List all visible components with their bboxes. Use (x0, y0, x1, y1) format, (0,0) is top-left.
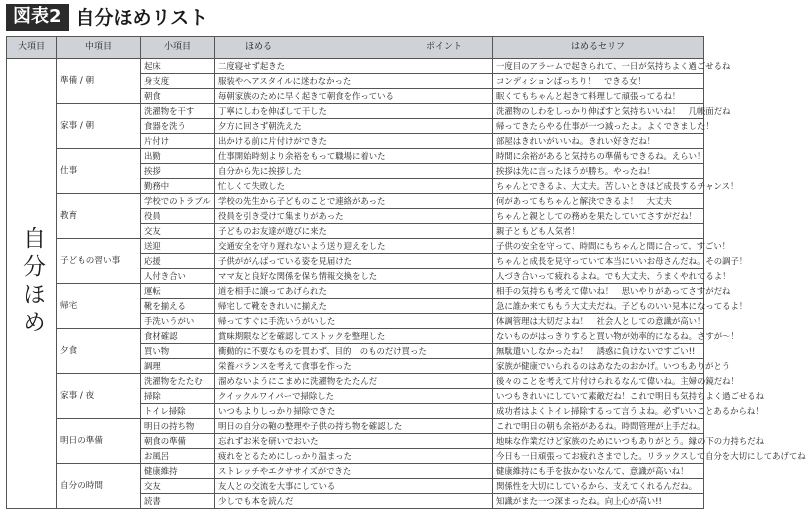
minor-item-cell: 出勤 (141, 149, 215, 164)
phrase-cell: 健康維持にも手を抜かないなんて、意識が高いね！ (493, 464, 704, 479)
phrase-cell: 何があってもちゃんと解決できるよ！ 大丈夫 (493, 194, 704, 209)
minor-item-cell: 交友 (141, 224, 215, 239)
phrase-cell: 家族が健康でいられるのはあなたのおかげ。いつもありがとう (493, 359, 704, 374)
point-cell: 夕方に回さず朝洗えた (215, 119, 493, 134)
minor-item-cell: 学校でのトラブル (141, 194, 215, 209)
minor-item-cell: 朝食の準備 (141, 434, 215, 449)
middle-category-cell: 教育 (57, 194, 141, 239)
point-cell: 忙しくて失敗した (215, 179, 493, 194)
phrase-cell: 親子ともども人気者！ (493, 224, 704, 239)
phrase-cell: 今日も一日頑張ってお疲れさまでした。リラックスして自分を大切にしてあげてね (493, 449, 704, 464)
middle-category-cell: 帰宅 (57, 284, 141, 329)
table-header-row (7, 37, 704, 59)
point-cell: 学校の先生から子どものことで連絡があった (215, 194, 493, 209)
minor-item-cell: 読書 (141, 494, 215, 509)
minor-item-cell: 役員 (141, 209, 215, 224)
phrase-cell: 眠くてもちゃんと起きて料理して頑張ってるね！ (493, 89, 704, 104)
point-cell: ストレッチやエクササイズができた (215, 464, 493, 479)
point-cell: 自分から先に挨拶した (215, 164, 493, 179)
middle-category-cell: 家事 / 夜 (57, 374, 141, 419)
phrase-cell: 子供の安全を守って、時間にもちゃんと間に合って、すごい！ (493, 239, 704, 254)
header-phrase: はめるセリフ (493, 37, 704, 59)
point-cell: 子どものお友達が遊びに来た (215, 224, 493, 239)
phrase-cell: 時間に余裕があると気持ちの準備もできるね。えらい！ (493, 149, 704, 164)
point-cell: 丁寧にしわを伸ばして干した (215, 104, 493, 119)
header-minor: 小項目 (141, 37, 215, 59)
table-row (7, 239, 704, 254)
point-cell: 疲れをとるためにしっかり温まった (215, 449, 493, 464)
phrase-cell: 成功者はよくトイレ掃除するって言うよね。必ずいいことあるからね！ (493, 404, 704, 419)
middle-category-cell: 夕食 (57, 329, 141, 374)
minor-item-cell: 片付け (141, 134, 215, 149)
minor-item-cell: 朝食 (141, 89, 215, 104)
point-cell: 少しでも本を読んだ (215, 494, 493, 509)
phrase-cell: 一度目のアラームで起きられて、一日が気持ちよく過ごせるね (493, 59, 704, 74)
phrase-cell: いつもきれいにしていて素敵だね！これで明日も気持ちよく過ごせるね (493, 389, 704, 404)
point-cell: ママ友と良好な関係を保ち情報交換をした (215, 269, 493, 284)
point-cell: 服装やヘアスタイルに迷わなかった (215, 74, 493, 89)
minor-item-cell: 身支度 (141, 74, 215, 89)
middle-category-cell: 明日の準備 (57, 419, 141, 464)
phrase-cell: 部屋はきれいがいいね。きれい好きだね！ (493, 134, 704, 149)
point-cell: 衝動的に不要なものを買わず、目的 のものだけ買った (215, 344, 493, 359)
phrase-cell: 洗濯物のしわをしっかり伸ばすと気持ちいいね！ 几帳面だね (493, 104, 704, 119)
minor-item-cell: 交友 (141, 479, 215, 494)
phrase-cell: 無駄遣いしなかったね！ 誘惑に負けないですごい!! (493, 344, 704, 359)
point-cell: 帰宅して靴をきれいに揃えた (215, 299, 493, 314)
point-cell: 役員を引き受けて集まりがあった (215, 209, 493, 224)
header-point-right: ポイント (425, 42, 462, 53)
table-body (7, 59, 806, 509)
point-cell: クイックルワイパーで掃除した (215, 389, 493, 404)
phrase-cell: ちゃんと成長を見守っていて本当にいいお母さんだね。その調子！ (493, 254, 704, 269)
minor-item-cell: トイレ掃除 (141, 404, 215, 419)
phrase-cell: 知識がまた一つ深まったね。向上心が高い!! (493, 494, 704, 509)
minor-item-cell: 人付き合い (141, 269, 215, 284)
table-row (7, 419, 704, 434)
minor-item-cell: 起床 (141, 59, 215, 74)
minor-item-cell: 買い物 (141, 344, 215, 359)
minor-item-cell: 食器を洗う (141, 119, 215, 134)
point-cell: 道を相手に譲ってあげられた (215, 284, 493, 299)
minor-item-cell: 明日の持ち物 (141, 419, 215, 434)
phrase-cell: これで明日の朝も余裕があるね。時間管理が上手だね。 (493, 419, 704, 434)
phrase-cell: 相手の気持ちも考えて偉いね！ 思いやりがあってさすがだね (493, 284, 704, 299)
minor-item-cell: 掃除 (141, 389, 215, 404)
minor-item-cell: 食材確認 (141, 329, 215, 344)
phrase-cell: 挨拶は先に言ったほうが勝ち。やったね！ (493, 164, 704, 179)
table-row (7, 149, 704, 164)
point-cell: 溜めないようにこまめに洗濯物をたたんだ (215, 374, 493, 389)
header-middle: 中項目 (57, 37, 141, 59)
phrase-cell: コンディションばっちり！ できる女！ (493, 74, 704, 89)
point-cell: 賞味期限などを確認してストックを整理した (215, 329, 493, 344)
minor-item-cell: 運転 (141, 284, 215, 299)
point-cell: 帰ってすぐに手洗いうがいした (215, 314, 493, 329)
major-category-cell (7, 59, 57, 509)
header-point-left: ほめる (245, 42, 273, 53)
point-cell: 交通安全を守り遅れないよう送り迎えをした (215, 239, 493, 254)
table-row (7, 284, 704, 299)
table-row (7, 104, 704, 119)
minor-item-cell: 洗濯物を干す (141, 104, 215, 119)
phrase-cell: ちゃんと親としての務めを果たしていてさすがだね！ (493, 209, 704, 224)
minor-item-cell: 調理 (141, 359, 215, 374)
table-row (7, 329, 704, 344)
phrase-cell: 急に誰か来てももう大丈夫だね。子どものいい見本になってるよ！ (493, 299, 704, 314)
table-row (7, 59, 704, 74)
minor-item-cell: お風呂 (141, 449, 215, 464)
middle-category-cell: 仕事 (57, 149, 141, 194)
point-cell: 出かける前に片付けができた (215, 134, 493, 149)
phrase-cell: 関係性を大切にしているから、支えてくれるんだね。 (493, 479, 704, 494)
table-row (7, 464, 704, 479)
point-cell: 忘れずお米を研いでおいた (215, 434, 493, 449)
figure-header (6, 4, 208, 31)
phrase-cell: ちゃんとできるよ、大丈夫。苦しいときほど成長するチャンス！ (493, 179, 704, 194)
point-cell: 栄養バランスを考えて食事を作った (215, 359, 493, 374)
middle-category-cell: 子どもの習い事 (57, 239, 141, 284)
phrase-cell: 体調管理は大切だよね！ 社会人としての意識が高い！ (493, 314, 704, 329)
middle-category-cell: 準備 / 朝 (57, 59, 141, 104)
figure-title: 自分ほめリスト (75, 6, 209, 29)
point-cell: 二度寝せず起きた (215, 59, 493, 74)
point-cell: 仕事開始時刻より余裕をもって職場に着いた (215, 149, 493, 164)
minor-item-cell: 洗濯物をたたむ (141, 374, 215, 389)
praise-table-container (6, 36, 806, 509)
minor-item-cell: 靴を揃える (141, 299, 215, 314)
point-cell: いつもよりしっかり掃除できた (215, 404, 493, 419)
phrase-cell: 後々のことを考えて片付けられるなんて偉いね。主婦の鏡だね！ (493, 374, 704, 389)
phrase-cell: ないものがはっきりすると買い物が効率的になるね。さすが～！ (493, 329, 704, 344)
point-cell: 毎朝家族のために早く起きて朝食を作っている (215, 89, 493, 104)
praise-table (6, 36, 806, 509)
table-row (7, 374, 704, 389)
figure-number-badge: 図表2 (6, 4, 69, 31)
minor-item-cell: 手洗いうがい (141, 314, 215, 329)
phrase-cell: 人づき合いって疲れるよね。でも大丈夫、うまくやれてるよ！ (493, 269, 704, 284)
header-major: 大項目 (7, 37, 57, 59)
minor-item-cell: 勤務中 (141, 179, 215, 194)
table-row (7, 194, 704, 209)
point-cell: 友人との交流を大事にしている (215, 479, 493, 494)
middle-category-cell: 自分の時間 (57, 464, 141, 509)
minor-item-cell: 送迎 (141, 239, 215, 254)
minor-item-cell: 応援 (141, 254, 215, 269)
major-category-label: 自分ほめ (19, 226, 45, 339)
point-cell: 子供ががんばっている姿を見届けた (215, 254, 493, 269)
middle-category-cell: 家事 / 朝 (57, 104, 141, 149)
header-point (215, 37, 493, 59)
minor-item-cell: 挨拶 (141, 164, 215, 179)
phrase-cell: 地味な作業だけど家族のためにいつもありがとう。縁の下の力持ちだね (493, 434, 704, 449)
phrase-cell: 帰ってきたらやる仕事が一つ減ったよ。よくできました！ (493, 119, 704, 134)
minor-item-cell: 健康維持 (141, 464, 215, 479)
point-cell: 明日の自分の鞄の整理や子供の持ち物を確認した (215, 419, 493, 434)
